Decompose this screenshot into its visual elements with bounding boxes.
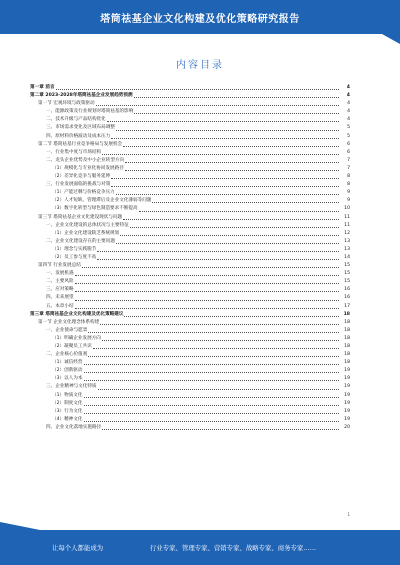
toc-entry[interactable] xyxy=(30,392,350,400)
toc-entry[interactable] xyxy=(30,319,350,327)
toc-entry[interactable] xyxy=(30,367,350,375)
toc-leader-dots xyxy=(124,316,339,317)
report-title: 塔筒祛基企业文化构建及优化策略研究报告 xyxy=(100,13,300,25)
toc-entry-page: 5 xyxy=(347,133,350,139)
toc-leader-dots xyxy=(107,121,339,122)
toc-entry-page: 19 xyxy=(344,416,350,422)
toc-leader-dots xyxy=(75,300,339,301)
toc-entry[interactable] xyxy=(30,335,350,343)
toc-leader-dots xyxy=(125,170,339,171)
toc-entry-page: 15 xyxy=(344,279,350,285)
toc-entry[interactable] xyxy=(30,400,350,408)
toc-entry-title: 二、企业文化建设存在的主要问题 xyxy=(46,238,115,244)
toc-entry-title: （1）物质文化 xyxy=(52,392,83,398)
toc-leader-dots xyxy=(111,186,339,187)
toc-entry-page: 13 xyxy=(344,246,350,252)
toc-entry-page: 4 xyxy=(347,101,350,107)
toc-leader-dots xyxy=(97,251,339,252)
page-number: 1 xyxy=(347,512,350,517)
toc-entry-page: 4 xyxy=(347,117,350,123)
toc-entry-title: （3）行为文化 xyxy=(52,408,83,414)
toc-leader-dots xyxy=(84,380,340,381)
toc-entry[interactable] xyxy=(30,205,350,213)
toc-entry-title: 三、行业发展面临的挑战与对策 xyxy=(46,182,111,188)
toc-leader-dots xyxy=(88,356,339,357)
toc-heading: 内容目录 xyxy=(176,60,224,71)
toc-entry-page: 9 xyxy=(347,190,350,196)
toc-entry-page: 19 xyxy=(344,384,350,390)
toc-entry-title: （2）员工参与度不高 xyxy=(52,254,97,260)
toc-leader-dots xyxy=(75,308,339,309)
toc-entry-title: 三、市场需求变化及区域布局调整 xyxy=(46,125,115,131)
toc-leader-dots xyxy=(152,202,339,203)
toc-entry[interactable] xyxy=(30,303,350,311)
toc-entry-page: 10 xyxy=(344,206,350,212)
toc-entry-page: 20 xyxy=(344,424,350,430)
toc-leader-dots xyxy=(111,178,339,179)
toc-entry-page: 12 xyxy=(344,230,350,236)
toc-entry[interactable] xyxy=(30,214,350,222)
toc-leader-dots xyxy=(98,389,339,390)
toc-entry-page: 4 xyxy=(347,109,350,115)
toc-leader-dots xyxy=(82,267,339,268)
toc-entry-page: 19 xyxy=(344,408,350,414)
toc-entry-title: 三、应对策略 xyxy=(46,287,74,293)
toc-entry[interactable] xyxy=(30,246,350,254)
toc-entry-title: （2）制度文化 xyxy=(52,400,83,406)
toc-entry-title: 第二节 塔筒祛基行业竞争格局与发展机会 xyxy=(38,141,123,147)
toc-leader-dots xyxy=(102,429,339,430)
toc-entry-title: （2）创新驱动 xyxy=(52,368,83,374)
toc-leader-dots xyxy=(56,89,339,90)
toc-entry-title: 第三章 塔筒祛基企业文化构建及优化策略建议 xyxy=(30,311,124,317)
toc-leader-dots xyxy=(134,113,339,114)
toc-entry-page: 11 xyxy=(344,214,350,220)
toc-entry-page: 6 xyxy=(347,149,350,155)
toc-entry-title: 二、龙头企业优势及中小企业转型方向 xyxy=(46,157,125,163)
toc-entry-title: 第一节 宏观环境与政策驱动 xyxy=(38,101,95,107)
toc-entry[interactable] xyxy=(30,327,350,335)
toc-entry-page: 18 xyxy=(344,344,350,349)
toc-entry[interactable] xyxy=(30,222,350,230)
toc-leader-dots xyxy=(139,211,339,212)
toc-leader-dots xyxy=(84,364,340,365)
toc-entry-title: 一、能源政策及行业规划对塔筒祛基的影响 xyxy=(46,109,134,115)
toc-entry-title: （1）企业文化建设缺乏系统规划 xyxy=(52,230,120,236)
toc-leader-dots xyxy=(84,372,340,373)
toc-entry-title: 四、原材料价格波动及成本压力 xyxy=(46,133,111,139)
toc-leader-dots xyxy=(96,105,339,106)
toc-entry-title: （2）差异化竞争与服务延伸 xyxy=(52,174,111,180)
toc-leader-dots xyxy=(120,235,339,236)
toc-entry[interactable] xyxy=(30,270,350,278)
toc-entry[interactable] xyxy=(30,173,350,181)
toc-entry-page: 16 xyxy=(344,295,350,301)
toc-entry-page: 14 xyxy=(344,254,350,260)
toc-leader-dots xyxy=(111,138,339,139)
toc-entry[interactable] xyxy=(30,124,350,132)
toc-entry[interactable] xyxy=(30,165,350,173)
toc-entry[interactable] xyxy=(30,286,350,294)
toc-entry-title: 四、企业文化落地实施路径 xyxy=(46,424,102,430)
toc-entry[interactable] xyxy=(30,133,350,141)
toc-entry[interactable] xyxy=(30,383,350,391)
toc-entry-page: 9 xyxy=(347,198,350,204)
toc-entry-title: 第四节 行业发展总结 xyxy=(38,263,81,269)
toc-entry-page: 18 xyxy=(344,352,350,358)
toc-entry[interactable] xyxy=(30,343,350,351)
toc-entry[interactable] xyxy=(30,197,350,205)
toc-entry[interactable] xyxy=(30,351,350,359)
toc-entry[interactable] xyxy=(30,262,350,270)
toc-entry-title: （1）产能过剩与价格竞争压力 xyxy=(52,190,115,196)
toc-entry[interactable] xyxy=(30,189,350,197)
toc-entry[interactable] xyxy=(30,230,350,238)
toc-leader-dots xyxy=(75,275,339,276)
toc-entry-title: 二、技术升级与产品结构优化 xyxy=(46,117,106,123)
toc-entry-page: 15 xyxy=(344,271,350,277)
toc-leader-dots xyxy=(125,162,339,163)
toc-entry-title: 一、行业集中度与市场结构 xyxy=(46,149,102,155)
toc-entry-title: （3）数字化转型与绿色制造要求不断提高 xyxy=(52,206,138,212)
toc-entry[interactable] xyxy=(30,84,350,92)
toc-entry[interactable] xyxy=(30,408,350,416)
toc-entry-title: 四、未来展望 xyxy=(46,295,74,301)
toc-entry[interactable] xyxy=(30,116,350,124)
toc-leader-dots xyxy=(116,243,339,244)
toc-entry-page: 19 xyxy=(344,400,350,406)
toc-leader-dots xyxy=(134,97,339,98)
toc-leader-dots xyxy=(123,146,339,147)
toc-entry[interactable] xyxy=(30,254,350,262)
toc-leader-dots xyxy=(88,332,339,333)
toc-entry[interactable] xyxy=(30,375,350,383)
toc-entry[interactable] xyxy=(30,424,350,432)
toc-entry[interactable] xyxy=(30,100,350,108)
toc-entry-page: 8 xyxy=(347,182,350,188)
toc-entry-title: 第一节 企业文化理念体系构建 xyxy=(38,319,100,325)
toc-leader-dots xyxy=(123,219,339,220)
toc-entry-title: 一、企业使命与愿景 xyxy=(46,327,88,333)
toc-entry[interactable] xyxy=(30,311,350,319)
toc-leader-dots xyxy=(97,259,339,260)
header-corner-decoration xyxy=(382,34,400,44)
toc-entry[interactable] xyxy=(30,359,350,367)
report-header xyxy=(0,0,400,34)
toc-entry-title: （1）诚信经营 xyxy=(52,360,83,366)
toc-entry-title: 第一章 前言 xyxy=(30,85,55,90)
toc-entry-page: 5 xyxy=(347,125,350,131)
toc-entry-title: （1）规模化与专业化协同发展路径 xyxy=(52,165,124,171)
toc-entry-title: 第三节 塔筒祛基企业文化建设现状与问题 xyxy=(38,214,123,220)
toc-entry-title: 二、主要风险 xyxy=(46,279,74,285)
toc-entry[interactable] xyxy=(30,141,350,149)
toc-entry-page: 8 xyxy=(347,174,350,180)
table-of-contents xyxy=(30,84,350,432)
toc-entry-title: （1）明确企业发展方向 xyxy=(52,335,101,341)
toc-entry-title: 二、企业核心价值观 xyxy=(46,352,88,358)
toc-entry-page: 7 xyxy=(347,157,350,163)
toc-entry-page: 18 xyxy=(343,311,350,317)
toc-entry-page: 18 xyxy=(344,319,350,325)
toc-entry-page: 7 xyxy=(347,165,350,171)
toc-leader-dots xyxy=(100,324,339,325)
toc-entry-page: 18 xyxy=(344,327,350,333)
toc-leader-dots xyxy=(75,291,339,292)
toc-leader-dots xyxy=(102,154,339,155)
footer-slant-decoration xyxy=(0,522,40,530)
toc-entry-page: 18 xyxy=(344,360,350,366)
toc-entry[interactable] xyxy=(30,416,350,424)
toc-leader-dots xyxy=(84,397,340,398)
toc-entry-title: （4）精神文化 xyxy=(52,416,83,422)
toc-entry-page: 4 xyxy=(346,85,350,90)
toc-leader-dots xyxy=(116,194,339,195)
toc-entry-page: 18 xyxy=(344,335,350,341)
toc-entry-page: 17 xyxy=(344,303,350,309)
toc-entry-page: 6 xyxy=(347,141,350,147)
toc-entry-title: （3）以人为本 xyxy=(52,376,83,382)
toc-entry-page: 19 xyxy=(344,368,350,374)
toc-entry-title: 第二章 2023-2028年塔筒祛基企业发展趋势预测 xyxy=(30,93,133,99)
toc-entry[interactable] xyxy=(30,278,350,286)
toc-leader-dots xyxy=(130,227,339,228)
toc-entry-page: 15 xyxy=(344,263,350,269)
toc-entry[interactable] xyxy=(30,181,350,189)
toc-entry-title: 三、企业精神与文化特质 xyxy=(46,384,97,390)
toc-entry-page: 19 xyxy=(344,392,350,398)
toc-entry-title: 一、发展机遇 xyxy=(46,271,74,277)
toc-leader-dots xyxy=(84,421,340,422)
toc-leader-dots xyxy=(75,283,339,284)
toc-entry[interactable] xyxy=(30,294,350,302)
toc-entry-page: 16 xyxy=(344,287,350,293)
toc-entry[interactable] xyxy=(30,149,350,157)
toc-entry-page: 4 xyxy=(346,93,350,99)
toc-entry-title: （2）凝聚员工共识 xyxy=(52,344,92,349)
toc-entry-page: 19 xyxy=(344,376,350,382)
toc-entry[interactable] xyxy=(30,92,350,100)
toc-leader-dots xyxy=(102,340,339,341)
toc-leader-dots xyxy=(84,413,340,414)
toc-leader-dots xyxy=(84,405,340,406)
toc-entry[interactable] xyxy=(30,157,350,165)
toc-entry-title: 一、企业文化建设的总体状况与主要特征 xyxy=(46,222,129,228)
footer-slogan-left: 让每个人都能成为 xyxy=(52,544,104,552)
toc-entry-title: （2）人才短缺、管理滞后及企业文化薄弱等问题 xyxy=(52,198,152,204)
footer-slogan-right: 行业专家、管理专家、营销专家、战略专家、商务专家…… xyxy=(150,544,317,552)
toc-leader-dots xyxy=(116,130,339,131)
toc-entry[interactable] xyxy=(30,238,350,246)
toc-entry-page: 11 xyxy=(344,222,350,228)
toc-leader-dots xyxy=(93,348,339,349)
toc-entry-title: （1）理念与实践脱节 xyxy=(52,246,97,252)
toc-entry-title: 五、本章小结 xyxy=(46,303,74,309)
toc-entry-page: 13 xyxy=(344,238,350,244)
toc-entry[interactable] xyxy=(30,108,350,116)
